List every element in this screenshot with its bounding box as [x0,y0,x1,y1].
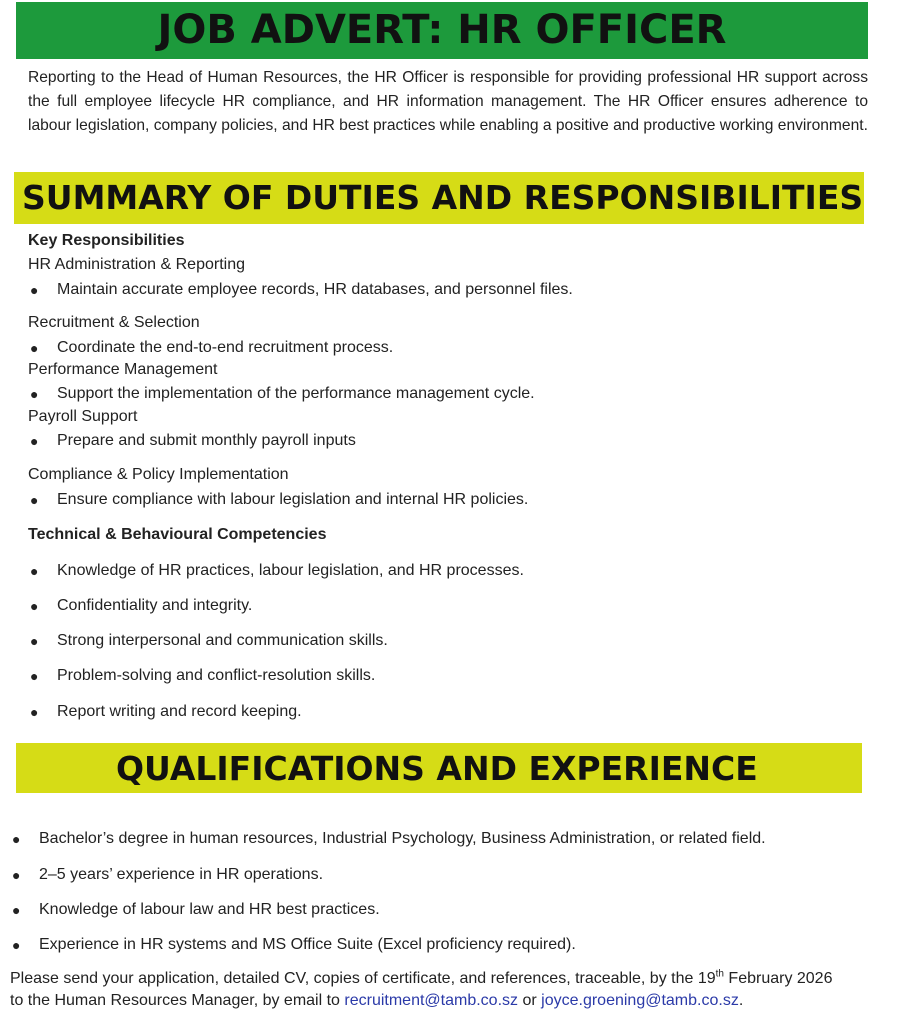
group-label: Payroll Support [28,408,138,425]
bullet-icon: ● [30,563,39,579]
duties-heading: SUMMARY OF DUTIES AND RESPONSIBILITIES [22,178,864,217]
duties-banner [14,172,864,224]
bullet-icon: ● [12,937,21,953]
title-banner [16,2,868,59]
bullet-icon: ● [30,492,39,508]
application-instructions [10,968,900,1012]
group-label: Performance Management [28,361,218,378]
bullet-icon: ● [30,386,39,402]
closing-line-1: Please send your application, detailed CV, copies of certificate, and references, traceable, by the 19th February 2026 [10,968,833,987]
bullet-icon: ● [12,902,21,918]
bullet-icon: ● [12,867,21,883]
competencies-heading: Technical & Behavioural Competencies [28,526,327,543]
bullet-icon: ● [30,704,39,720]
closing-line-2: to the Human Resources Manager, by email to recruitment@tamb.co.sz or joyce.groening@tamb.co.sz. [10,992,744,1009]
email-link-joyce[interactable]: joyce.groening@tamb.co.sz [541,992,739,1009]
bullet-icon: ● [30,340,39,356]
key-responsibilities-heading: Key Responsibilities [28,232,185,249]
qualifications-heading: QUALIFICATIONS AND EXPERIENCE [116,749,758,788]
bullet-icon: ● [30,282,39,298]
page-title: JOB ADVERT: HR OFFICER [157,7,727,53]
group-label: HR Administration & Reporting [28,256,245,273]
bullet-icon: ● [30,598,39,614]
bullet-icon: ● [30,633,39,649]
bullet-icon: ● [12,831,21,847]
intro-paragraph: Reporting to the Head of Human Resources, the HR Officer is responsible for providing professional HR support across the full employee lifecycle HR compliance, and HR information management. The HR Officer ensures adherence to labour legislation, company policies, and HR best practices while enabling a positive and productive working environment. [28,69,868,134]
bullet-icon: ● [30,433,39,449]
email-link-recruitment[interactable]: recruitment@tamb.co.sz [344,992,519,1009]
group-label: Compliance & Policy Implementation [28,466,289,483]
group-label: Recruitment & Selection [28,314,200,331]
bullet-icon: ● [30,668,39,684]
qualifications-banner [16,743,862,793]
